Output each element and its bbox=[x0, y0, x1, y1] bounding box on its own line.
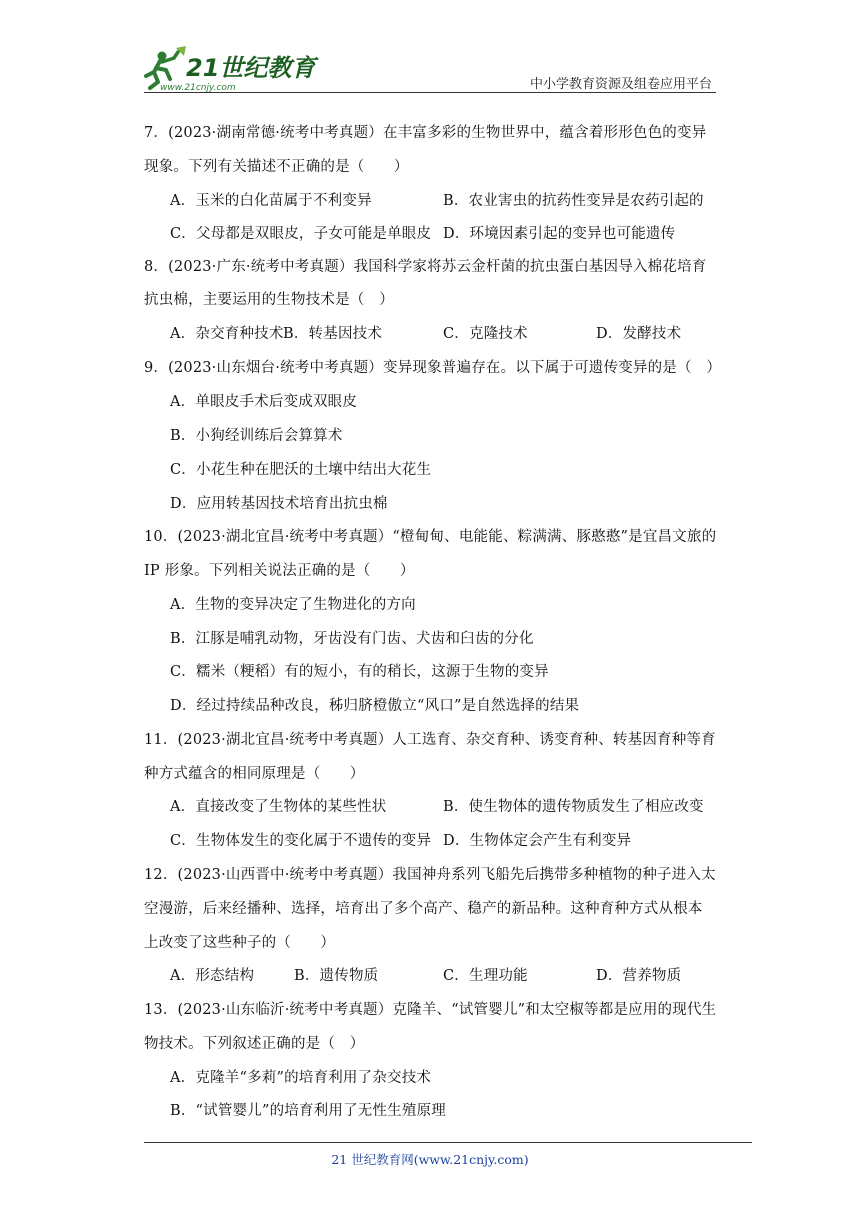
question-12-line-1: 12．(2023·山西晋中·统考中考真题）我国神舟系列飞船先后携带多种植物的种子进入太 bbox=[144, 867, 716, 883]
question-11-option-b: B．使生物体的遗传物质发生了相应改变 bbox=[443, 799, 704, 815]
question-12-option-c: C．生理功能 bbox=[443, 968, 528, 984]
question-13-line-2: 物技术。下列叙述正确的是（ ） bbox=[144, 1036, 365, 1052]
question-7-line-1: 7．(2023·湖南常德·统考中考真题）在丰富多彩的生物世界中，蕴含着形形色色的变异 bbox=[144, 125, 707, 141]
question-8-option-d: D．发酵技术 bbox=[596, 326, 682, 342]
question-13-option-b: B．“试管婴儿”的培育利用了无性生殖原理 bbox=[170, 1103, 446, 1119]
question-9-option-d: D．应用转基因技术培育出抗虫棉 bbox=[170, 496, 388, 512]
question-8-option-c: C．克隆技术 bbox=[443, 326, 528, 342]
question-8-line-1: 8．(2023·广东·统考中考真题）我国科学家将苏云金杆菌的抗虫蛋白基因导入棉花培育 bbox=[144, 259, 707, 275]
question-8-option-b: B．转基因技术 bbox=[283, 326, 383, 342]
question-7-option-b: B．农业害虫的抗药性变异是农药引起的 bbox=[443, 193, 704, 209]
question-12-option-d: D．营养物质 bbox=[596, 968, 682, 984]
question-7-option-a: A．玉米的白化苗属于不利变异 bbox=[170, 193, 372, 209]
footer-divider bbox=[144, 1142, 752, 1143]
question-9-option-a: A．单眼皮手术后变成双眼皮 bbox=[170, 394, 358, 410]
question-8-line-2: 抗虫棉，主要运用的生物技术是（ ） bbox=[144, 292, 394, 308]
page-header bbox=[0, 0, 860, 100]
question-11-option-a: A．直接改变了生物体的某些性状 bbox=[170, 799, 387, 815]
question-10-option-d: D．经过持续品种改良，秭归脐橙傲立“风口”是自然选择的结果 bbox=[170, 698, 580, 714]
header-divider bbox=[144, 92, 716, 93]
question-10-option-c: C．糯米（粳稻）有的短小，有的稍长，这源于生物的变异 bbox=[170, 664, 549, 680]
question-13-option-a: A．克隆羊“多莉”的培育利用了杂交技术 bbox=[170, 1070, 432, 1086]
question-11-line-2: 种方式蕴含的相同原理是（ ） bbox=[144, 766, 365, 782]
question-13-line-1: 13．(2023·山东临沂·统考中考真题）克隆羊、“试管婴儿”和太空椒等都是应用的现代生 bbox=[144, 1002, 717, 1018]
question-9-option-b: B．小狗经训练后会算算术 bbox=[170, 428, 343, 444]
logo-text: 21世纪教育 bbox=[186, 54, 316, 82]
question-10-line-2: IP 形象。下列相关说法正确的是（ ） bbox=[144, 563, 415, 579]
question-12-line-3: 上改变了这些种子的（ ） bbox=[144, 935, 336, 951]
logo-url: www.21cnjy.com bbox=[160, 83, 236, 92]
question-7-option-c: C．父母都是双眼皮，子女可能是单眼皮 bbox=[170, 226, 432, 242]
question-8-option-a: A．杂交育种技术 bbox=[170, 326, 284, 342]
question-10-option-a: A．生物的变异决定了生物进化的方向 bbox=[170, 597, 416, 613]
question-12-option-a: A．形态结构 bbox=[170, 968, 255, 984]
question-9-option-c: C．小花生种在肥沃的土壤中结出大花生 bbox=[170, 462, 432, 478]
platform-label: 中小学教育资源及组卷应用平台 bbox=[529, 77, 712, 92]
question-12-line-2: 空漫游，后来经播种、选择，培育出了多个高产、稳产的新品种。这种育种方式从根本 bbox=[144, 901, 703, 917]
question-11-line-1: 11．(2023·湖北宜昌·统考中考真题）人工选育、杂交育种、诱变育种、转基因育种等育 bbox=[144, 732, 716, 748]
question-11-option-d: D．生物体定会产生有利变异 bbox=[443, 833, 632, 849]
footer-link[interactable]: 21 世纪教育网(www.21cnjy.com) bbox=[331, 1152, 529, 1167]
question-9-line-1: 9．(2023·山东烟台·统考中考真题）变异现象普遍存在。以下属于可遗传变异的是（ ） bbox=[144, 360, 722, 376]
site-logo bbox=[140, 46, 320, 92]
question-10-option-b: B．江豚是哺乳动物，牙齿没有门齿、犬齿和臼齿的分化 bbox=[170, 631, 534, 647]
question-11-option-c: C．生物体发生的变化属于不遗传的变异 bbox=[170, 833, 432, 849]
question-7-option-d: D．环境因素引起的变异也可能遗传 bbox=[443, 226, 676, 242]
runner-icon bbox=[146, 46, 186, 88]
question-7-line-2: 现象。下列有关描述不正确的是（ ） bbox=[144, 159, 409, 175]
question-10-line-1: 10．(2023·湖北宜昌·统考中考真题）“橙甸甸、电能能、粽满满、豚憨憨”是宜昌文旅的 bbox=[144, 529, 717, 545]
question-12-option-b: B．遗传物质 bbox=[294, 968, 379, 984]
